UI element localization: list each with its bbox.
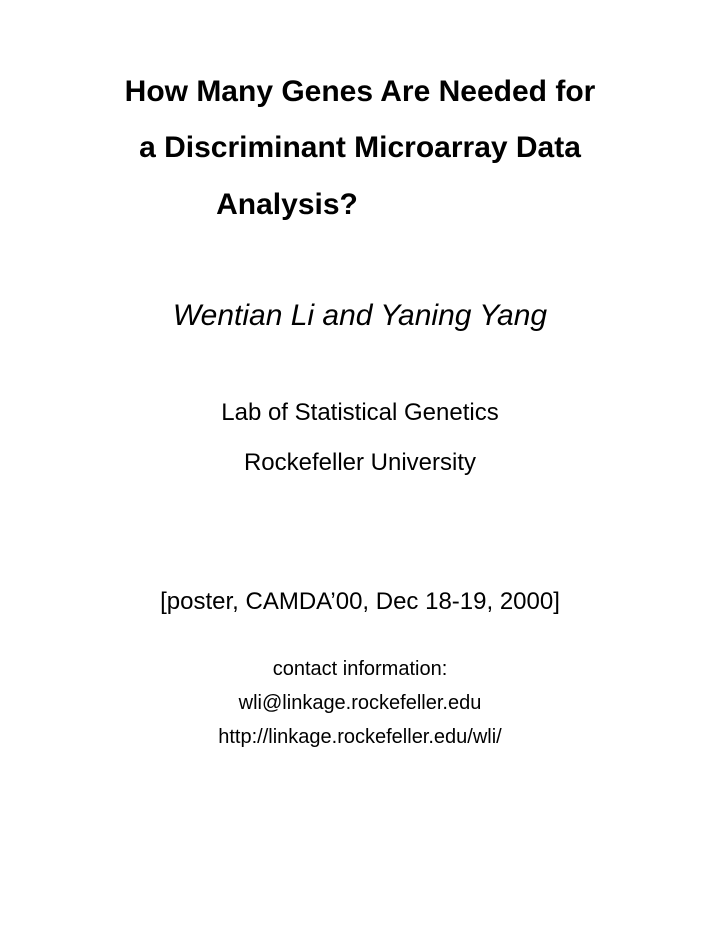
title-line-2: a Discriminant Microarray Data <box>139 131 581 164</box>
title-line-3: Analysis? <box>216 188 358 221</box>
contact-url: http://linkage.rockefeller.edu/wli/ <box>218 726 502 748</box>
affiliation-lab: Lab of Statistical Genetics <box>221 399 499 426</box>
title-line-1: How Many Genes Are Needed for <box>124 75 596 108</box>
contact-email: wli@linkage.rockefeller.edu <box>238 692 482 714</box>
poster-info: [poster, CAMDA’00, Dec 18-19, 2000] <box>160 588 560 615</box>
authors: Wentian Li and Yaning Yang <box>172 299 548 332</box>
contact-label: contact information: <box>272 658 448 680</box>
affiliation-university: Rockefeller University <box>243 449 477 476</box>
